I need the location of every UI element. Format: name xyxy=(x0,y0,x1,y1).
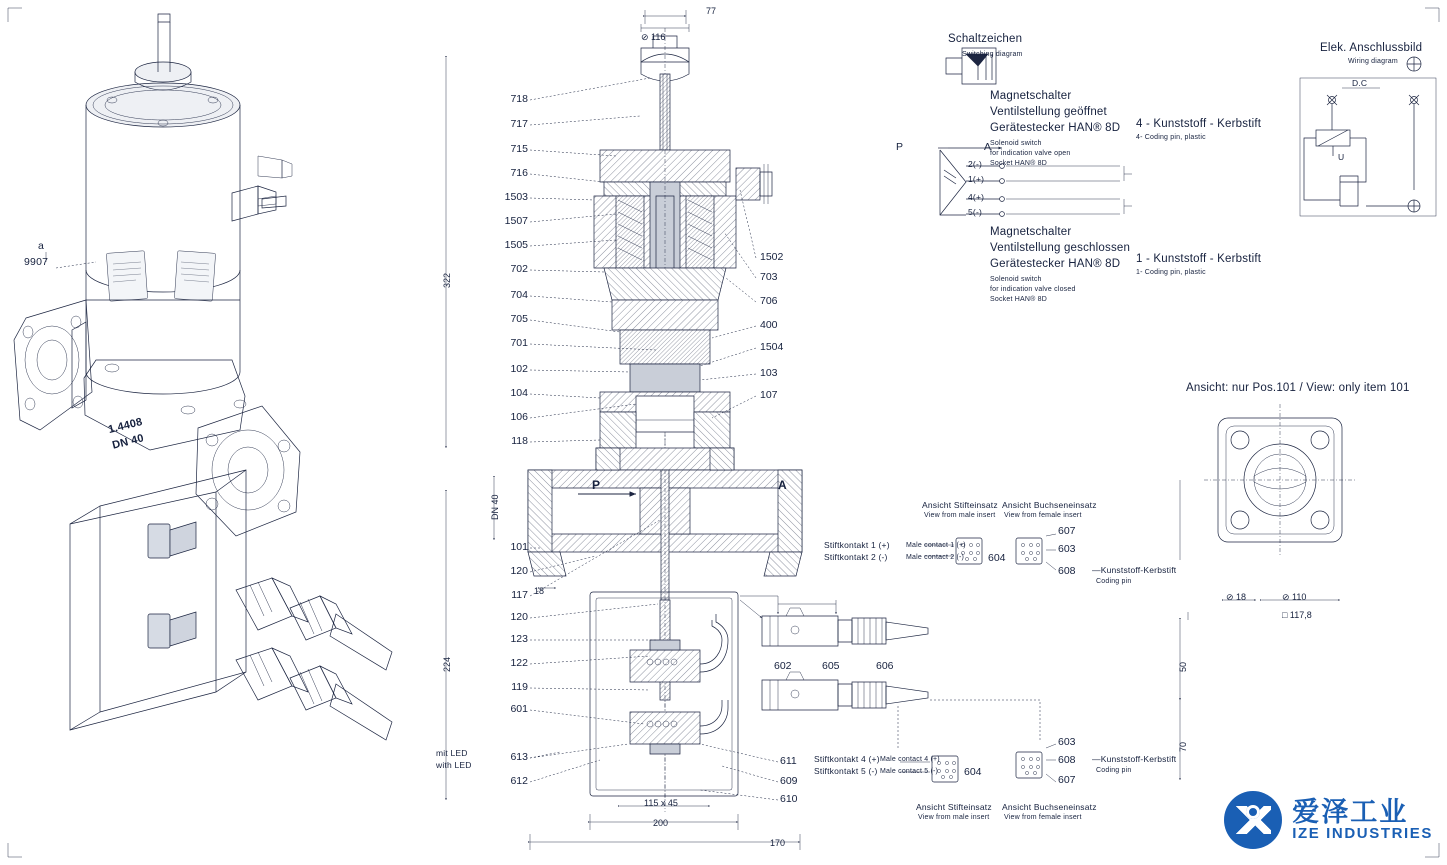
sym-port-p: P xyxy=(896,141,904,153)
isometric-valve-view xyxy=(14,14,392,740)
callout-1503: 1503 xyxy=(504,191,528,203)
coding-bottom-de: —Kunststoff-Kerbstift xyxy=(1092,754,1177,764)
sw-block2-line6: Socket HAN® 8D xyxy=(990,296,1047,303)
contact4-de: Stiftkontakt 4 (+) xyxy=(814,754,880,764)
wiring-title-en: Wiring diagram xyxy=(1348,58,1398,65)
dim-77: 77 xyxy=(706,6,717,16)
sw-block1-line2: Ventilstellung geöffnet xyxy=(990,106,1107,118)
pin-label-5: 5(-) xyxy=(968,207,983,217)
item101-view-geometry xyxy=(1180,404,1356,780)
sw-block1-line5: for indication valve open xyxy=(990,150,1071,157)
callout-bottom-607: 607 xyxy=(1058,774,1076,786)
pin-label-4: 4(+) xyxy=(968,192,985,202)
sw-block2-line1: Magnetschalter xyxy=(990,226,1072,238)
callout-104: 104 xyxy=(510,387,528,399)
contact5-en: Male contact 5 (-) xyxy=(880,768,939,775)
plug-assembly-lower xyxy=(236,648,392,740)
view-male-de-top: Ansicht Stifteinsatz xyxy=(922,500,998,510)
dim-dn40: DN 40 xyxy=(490,494,500,520)
callout-715: 715 xyxy=(510,143,528,155)
callout-103: 103 xyxy=(760,367,778,379)
callout-400: 400 xyxy=(760,319,778,331)
callout-612: 612 xyxy=(510,775,528,787)
watermark-logo xyxy=(1224,791,1433,849)
item101-dim-70: 70 xyxy=(1178,741,1188,752)
callout-716: 716 xyxy=(510,167,528,179)
callout-107: 107 xyxy=(760,389,778,401)
wiring-supply-label: D.C xyxy=(1352,78,1368,88)
callout-120: 120 xyxy=(510,611,528,623)
view-female-de-top: Ansicht Buchseneinsatz xyxy=(1002,500,1097,510)
callout-top-608: 608 xyxy=(1058,565,1076,577)
iso-label-9907: 9907 xyxy=(24,256,49,268)
contact2-en: Male contact 2 (-) xyxy=(906,554,965,561)
dim-224: 224 xyxy=(442,656,452,672)
bottom-callout-list xyxy=(780,0,828,820)
dim-322: 322 xyxy=(442,272,452,288)
callout-123: 123 xyxy=(510,633,528,645)
dim-box-115x45: 115 x 45 xyxy=(644,798,678,808)
callout-117: 117 xyxy=(511,589,528,601)
callout-609: 609 xyxy=(780,775,798,787)
cable-callout-list xyxy=(760,660,940,684)
callout-top-603: 603 xyxy=(1058,543,1076,555)
callout-top-604: 604 xyxy=(988,552,1006,564)
callout-706: 706 xyxy=(760,295,778,307)
view-male-en-top: View from male insert xyxy=(924,512,996,519)
callout-bottom-603: 603 xyxy=(1058,736,1076,748)
sw-block2-line3: Gerätestecker HAN® 8D xyxy=(990,258,1121,270)
callout-718: 718 xyxy=(510,93,528,105)
callout-703: 703 xyxy=(760,271,778,283)
switching-title-en: Switching diagram xyxy=(962,51,1023,58)
callout-605: 605 xyxy=(822,660,840,672)
view-male-de-bottom: Ansicht Stifteinsatz xyxy=(916,802,992,812)
led-label-en: with LED xyxy=(436,760,472,770)
plug-assembly-upper xyxy=(236,578,392,670)
callout-1502: 1502 xyxy=(760,251,784,263)
sw-block2-line4: Solenoid switch xyxy=(990,276,1042,283)
contact2-de: Stiftkontakt 2 (-) xyxy=(824,552,888,562)
callout-702: 702 xyxy=(510,263,528,275)
callout-704: 704 xyxy=(510,289,528,301)
callout-bottom-604: 604 xyxy=(964,766,982,778)
callout-602: 602 xyxy=(774,660,792,672)
port-label-p: P xyxy=(592,478,601,492)
callout-top-607: 607 xyxy=(1058,525,1076,537)
brand-name-en: IZE INDUSTRIES xyxy=(1292,825,1433,843)
callout-1507: 1507 xyxy=(504,215,528,227)
view-male-en-bottom: View from male insert xyxy=(918,814,990,821)
pin-label-1: 1(+) xyxy=(968,174,985,184)
view-female-en-bottom: View from female insert xyxy=(1004,814,1082,821)
callout-601: 601 xyxy=(510,703,528,715)
view-female-en-top: View from female insert xyxy=(1004,512,1082,519)
sym-port-a: A xyxy=(984,141,992,153)
body-tag-material: 1.4408 xyxy=(107,415,144,437)
callout-611: 611 xyxy=(780,755,797,767)
item101-dim-50: 50 xyxy=(1178,661,1188,672)
port-label-a: A xyxy=(778,478,787,492)
callout-119: 119 xyxy=(511,681,528,693)
pin-label-2: 2(-) xyxy=(968,159,983,169)
item101-dim-18: ⊘ 18 xyxy=(1226,592,1247,602)
contact1-en: Male contact 1 (+) xyxy=(906,542,966,549)
wiring-u-label: U xyxy=(1338,152,1345,162)
sw-block1-line1: Magnetschalter xyxy=(990,90,1072,102)
sw-block1-line3: Gerätestecker HAN® 8D xyxy=(990,122,1121,134)
coding4-de: 4 - Kunststoff - Kerbstift xyxy=(1136,118,1262,130)
view-female-de-bottom: Ansicht Buchseneinsatz xyxy=(1002,802,1097,812)
contact1-de: Stiftkontakt 1 (+) xyxy=(824,540,890,550)
callout-610: 610 xyxy=(780,793,798,805)
callout-101: 101 xyxy=(510,541,528,553)
item101-dim-110: ⊘ 110 xyxy=(1282,592,1307,602)
sw-block1-line4: Solenoid switch xyxy=(990,140,1042,147)
callout-705: 705 xyxy=(510,313,528,325)
item101-caption: Ansicht: nur Pos.101 / View: only item 101 xyxy=(1186,382,1410,394)
callout-122: 122 xyxy=(510,657,528,669)
brand-name-cn: 爱泽工业 xyxy=(1292,796,1409,827)
callout-120: 120 xyxy=(510,565,528,577)
callout-106: 106 xyxy=(510,411,528,423)
led-label-de: mit LED xyxy=(436,748,468,758)
dim-18: 18 xyxy=(534,586,545,596)
callout-102: 102 xyxy=(510,363,528,375)
wiring-diagram-geometry xyxy=(1300,57,1436,216)
sw-block1-line6: Socket HAN® 8D xyxy=(990,160,1047,167)
iso-label-a: a xyxy=(38,240,45,252)
sw-block2-line2: Ventilstellung geschlossen xyxy=(990,242,1131,254)
brand-mark-icon xyxy=(1224,791,1282,849)
sw-block2-line5: for indication valve closed xyxy=(990,286,1076,293)
callout-613: 613 xyxy=(510,751,528,763)
coding1-en: 1- Coding pin, plastic xyxy=(1136,269,1206,276)
coding-top-en: Coding pin xyxy=(1096,578,1132,585)
callout-701: 701 xyxy=(510,337,528,349)
callout-606: 606 xyxy=(876,660,894,672)
contact5-de: Stiftkontakt 5 (-) xyxy=(814,766,878,776)
body-tag-size: DN 40 xyxy=(111,432,146,452)
wiring-title-de: Elek. Anschlussbild xyxy=(1320,42,1423,54)
dim-170: 170 xyxy=(770,838,786,848)
left-callout-list xyxy=(480,0,528,800)
item101-dim-1178: □ 117,8 xyxy=(1282,610,1312,620)
callout-717: 717 xyxy=(510,118,528,130)
switching-title-de: Schaltzeichen xyxy=(948,33,1023,45)
dim-200: 200 xyxy=(653,818,669,828)
coding4-en: 4- Coding pin, plastic xyxy=(1136,134,1206,141)
dim-diameter-116: ⊘ 116 xyxy=(641,32,666,42)
callout-1505: 1505 xyxy=(504,239,528,251)
coding-top-de: —Kunststoff-Kerbstift xyxy=(1092,565,1177,575)
contact4-en: Male contact 4 (+) xyxy=(880,756,940,763)
callout-1504: 1504 xyxy=(760,341,784,353)
coding-bottom-en: Coding pin xyxy=(1096,767,1132,774)
callout-bottom-608: 608 xyxy=(1058,754,1076,766)
coding1-de: 1 - Kunststoff - Kerbstift xyxy=(1136,253,1262,265)
callout-118: 118 xyxy=(511,435,528,447)
